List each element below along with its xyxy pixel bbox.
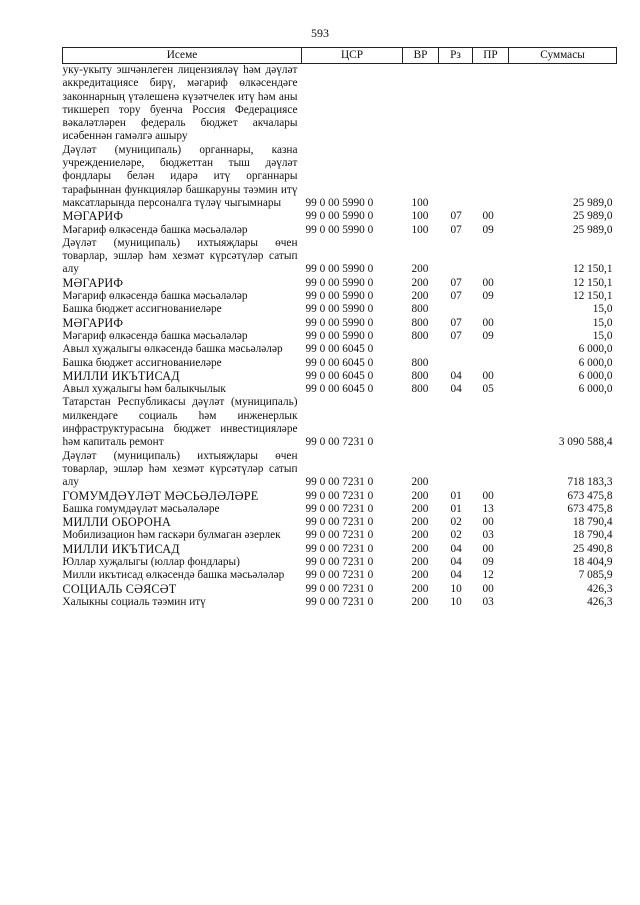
cell-pr: 09 xyxy=(482,223,494,236)
cell-vr: 100 xyxy=(411,210,429,223)
cell-name: МИЛЛИ ОБОРОНА xyxy=(62,515,171,530)
table-row xyxy=(63,396,617,449)
cell-rz xyxy=(439,357,473,370)
cell-rz xyxy=(439,303,473,316)
table-row xyxy=(63,330,617,343)
cell-name: МИЛЛИ ИКЪТИСАД xyxy=(62,541,180,556)
cell-rz: 01 xyxy=(450,489,462,502)
cell-name: уку-укыту эшчәнлеген лицензияләү һәм дәүләт аккредитациясе бирү, мәгариф өлкәсендәге законнарның үтәлешенә күзәтчелек итү һәм аны тикшереп тору буенча Россия Федерациясе вәкаләтләрен федераль бюджет акчалары исәбеннән гамәлгә ашыру xyxy=(62,64,298,143)
cell-name: Милли икътисад өлкәсендә башка мәсьәләләр xyxy=(62,569,285,582)
cell-vr: 800 xyxy=(411,356,429,369)
cell-name: СОЦИАЛЬ СӘЯСӘТ xyxy=(62,581,177,596)
cell-rz: 07 xyxy=(450,223,462,236)
cell-csr: 99 0 00 7231 0 xyxy=(305,555,374,568)
cell-name: МӘГАРИФ xyxy=(62,275,124,290)
cell-csr: 99 0 00 7231 0 xyxy=(305,542,374,555)
table-row xyxy=(63,144,617,210)
cell-csr: 99 0 00 5990 0 xyxy=(305,290,374,303)
cell-sum: 3 090 588,4 xyxy=(558,436,613,449)
cell-vr: 200 xyxy=(411,529,429,542)
cell-vr: 100 xyxy=(411,223,429,236)
header-row xyxy=(63,48,617,64)
cell-name: Юллар хуҗалыгы (юллар фондлары) xyxy=(62,555,240,568)
cell-sum: 12 150,1 xyxy=(572,276,613,289)
cell-pr xyxy=(473,396,509,449)
table-row xyxy=(63,210,617,223)
cell-rz xyxy=(439,237,473,277)
table-row xyxy=(63,556,617,569)
cell-rz: 04 xyxy=(450,569,462,582)
cell-name: Мәгариф өлкәсендә башка мәсьәләләр xyxy=(62,329,248,342)
cell-name: Башка гомумдәүләт мәсьәләләре xyxy=(62,502,220,515)
cell-sum: 6 000,0 xyxy=(578,369,613,382)
cell-vr: 200 xyxy=(411,263,429,276)
cell-name: Авыл хуҗалыгы һәм балыкчылык xyxy=(62,383,226,396)
table-row xyxy=(63,317,617,330)
cell-sum: 18 404,9 xyxy=(572,555,613,568)
cell-rz: 01 xyxy=(450,502,462,515)
cell-name: Башка бюджет ассигнованиеләре xyxy=(62,303,222,316)
cell-vr: 800 xyxy=(411,329,429,342)
cell-vr: 200 xyxy=(411,582,429,595)
cell-rz: 10 xyxy=(450,595,462,608)
cell-name: Мәгариф өлкәсендә башка мәсьәләләр xyxy=(62,223,248,236)
cell-sum: 6 000,0 xyxy=(578,343,613,356)
header-vr: ВР xyxy=(403,48,439,64)
cell-csr: 99 0 00 7231 0 xyxy=(305,529,374,542)
cell-rz: 04 xyxy=(450,555,462,568)
cell-rz: 07 xyxy=(450,316,462,329)
table-row xyxy=(63,450,617,490)
cell-rz: 07 xyxy=(450,276,462,289)
cell-vr: 100 xyxy=(411,196,429,209)
cell-vr: 800 xyxy=(411,369,429,382)
cell-vr xyxy=(403,396,439,449)
cell-sum: 25 989,0 xyxy=(572,210,613,223)
cell-vr: 200 xyxy=(411,476,429,489)
cell-name: МӘГАРИФ xyxy=(62,209,124,224)
cell-pr: 12 xyxy=(482,569,494,582)
cell-sum: 18 790,4 xyxy=(572,529,613,542)
cell-pr: 13 xyxy=(482,502,494,515)
cell-csr: 99 0 00 6045 0 xyxy=(305,383,374,396)
cell-vr: 800 xyxy=(411,383,429,396)
cell-csr: 99 0 00 5990 0 xyxy=(305,223,374,236)
cell-sum: 25 989,0 xyxy=(572,196,613,209)
cell-csr: 99 0 00 7231 0 xyxy=(305,595,374,608)
cell-sum: 426,3 xyxy=(587,582,613,595)
cell-vr: 200 xyxy=(411,276,429,289)
cell-csr xyxy=(302,64,403,144)
cell-pr: 09 xyxy=(482,555,494,568)
table-row xyxy=(63,503,617,516)
cell-sum: 15,0 xyxy=(592,316,613,329)
header-pr: ПР xyxy=(473,48,509,64)
cell-rz: 04 xyxy=(450,369,462,382)
cell-rz xyxy=(439,396,473,449)
cell-csr: 99 0 00 7231 0 xyxy=(305,569,374,582)
cell-csr: 99 0 00 5990 0 xyxy=(305,276,374,289)
table-row xyxy=(63,290,617,303)
table-row xyxy=(63,569,617,582)
cell-name: МИЛЛИ ИКЪТИСАД xyxy=(62,368,180,383)
cell-sum: 673 475,8 xyxy=(567,502,613,515)
cell-rz: 07 xyxy=(450,329,462,342)
cell-csr: 99 0 00 7231 0 xyxy=(305,502,374,515)
cell-csr: 99 0 00 6045 0 xyxy=(305,343,374,356)
cell-name: Дәүләт (муниципаль) ихтыяҗлары өчен товарлар, эшләр һәм хезмәт күрсәтүләр сатып алу xyxy=(62,449,298,489)
table-row xyxy=(63,370,617,383)
cell-vr: 800 xyxy=(411,316,429,329)
cell-sum: 673 475,8 xyxy=(567,489,613,502)
table-row xyxy=(63,303,617,316)
table-body xyxy=(63,64,617,610)
cell-pr: 00 xyxy=(482,542,494,555)
cell-rz: 07 xyxy=(450,290,462,303)
cell-vr: 200 xyxy=(411,502,429,515)
cell-pr xyxy=(473,343,509,356)
cell-vr: 200 xyxy=(411,569,429,582)
cell-sum: 25 989,0 xyxy=(572,223,613,236)
cell-pr: 03 xyxy=(482,529,494,542)
table-row xyxy=(63,583,617,596)
cell-csr: 99 0 00 7231 0 xyxy=(305,436,374,449)
cell-sum: 718 183,3 xyxy=(567,476,613,489)
cell-csr: 99 0 00 5990 0 xyxy=(305,316,374,329)
cell-rz xyxy=(439,144,473,210)
cell-csr: 99 0 00 5990 0 xyxy=(305,329,374,342)
cell-vr: 800 xyxy=(411,303,429,316)
cell-vr: 200 xyxy=(411,290,429,303)
cell-rz: 02 xyxy=(450,529,462,542)
cell-csr: 99 0 00 7231 0 xyxy=(305,516,374,529)
cell-csr: 99 0 00 5990 0 xyxy=(305,263,374,276)
header-name: Исеме xyxy=(63,48,302,64)
cell-pr: 00 xyxy=(482,489,494,502)
cell-sum: 25 490,8 xyxy=(572,542,613,555)
cell-sum: 18 790,4 xyxy=(572,516,613,529)
cell-pr xyxy=(473,237,509,277)
cell-pr: 00 xyxy=(482,582,494,595)
table-row xyxy=(63,224,617,237)
table-row xyxy=(63,64,617,144)
table-header xyxy=(63,48,617,64)
table-row xyxy=(63,343,617,356)
cell-csr: 99 0 00 5990 0 xyxy=(305,196,374,209)
cell-rz: 07 xyxy=(450,210,462,223)
table-row xyxy=(63,529,617,542)
cell-csr: 99 0 00 5990 0 xyxy=(305,210,374,223)
cell-name: Мобилизацион һәм гаскәри булмаган әзерлек xyxy=(62,529,281,542)
cell-pr: 00 xyxy=(482,316,494,329)
cell-name: Башка бюджет ассигнованиеләре xyxy=(62,356,222,369)
table-row xyxy=(63,490,617,503)
cell-rz: 04 xyxy=(450,383,462,396)
cell-vr xyxy=(403,343,439,356)
table-row xyxy=(63,596,617,609)
cell-pr: 05 xyxy=(482,383,494,396)
cell-rz: 04 xyxy=(450,542,462,555)
cell-pr: 00 xyxy=(482,276,494,289)
cell-sum: 6 000,0 xyxy=(578,356,613,369)
table-row xyxy=(63,516,617,529)
table-row xyxy=(63,277,617,290)
cell-name: Дәүләт (муниципаль) органнары, казна учреждениеләре, бюджеттан тыш дәүләт фондлары белән идарә итү органнары тарафыннан функцияләр башкаруны тәэмин итү максатларында персоналга түләү чыгымнары xyxy=(62,143,298,209)
header-csr: ЦСР xyxy=(302,48,403,64)
header-sum: Суммасы xyxy=(509,48,617,64)
table-row xyxy=(63,543,617,556)
cell-csr: 99 0 00 7231 0 xyxy=(305,582,374,595)
cell-pr: 09 xyxy=(482,329,494,342)
cell-pr: 03 xyxy=(482,595,494,608)
cell-vr: 200 xyxy=(411,542,429,555)
cell-sum: 6 000,0 xyxy=(578,383,613,396)
cell-pr xyxy=(473,144,509,210)
cell-pr xyxy=(473,450,509,490)
cell-sum: 7 085,9 xyxy=(578,569,613,582)
table-row xyxy=(63,357,617,370)
cell-vr: 200 xyxy=(411,595,429,608)
cell-sum: 12 150,1 xyxy=(572,263,613,276)
cell-pr xyxy=(473,303,509,316)
cell-name: МӘГАРИФ xyxy=(62,315,124,330)
cell-vr xyxy=(403,64,439,144)
cell-sum: 15,0 xyxy=(592,329,613,342)
cell-csr: 99 0 00 5990 0 xyxy=(305,303,374,316)
cell-rz: 10 xyxy=(450,582,462,595)
cell-sum: 426,3 xyxy=(587,595,613,608)
cell-vr: 200 xyxy=(411,516,429,529)
cell-pr xyxy=(473,64,509,144)
cell-name: Татарстан Республикасы дәүләт (муниципаль) милкендәге социаль һәм инженерлык инфраструктурасына бюджет инвестицияләре һәм капиталь ремонт xyxy=(62,396,298,449)
cell-csr: 99 0 00 7231 0 xyxy=(305,489,374,502)
cell-name: ГОМУМДӘҮЛӘТ МӘСЬӘЛӘЛӘРЕ xyxy=(62,488,259,503)
cell-vr: 200 xyxy=(411,555,429,568)
table-row xyxy=(63,237,617,277)
cell-csr: 99 0 00 7231 0 xyxy=(305,476,374,489)
cell-pr: 00 xyxy=(482,369,494,382)
cell-pr xyxy=(473,357,509,370)
cell-pr: 00 xyxy=(482,516,494,529)
cell-name: Авыл хуҗалыгы өлкәсендә башка мәсьәләләр xyxy=(62,343,283,356)
cell-pr: 00 xyxy=(482,210,494,223)
cell-rz xyxy=(439,343,473,356)
cell-csr: 99 0 00 6045 0 xyxy=(305,369,374,382)
page-number: 593 xyxy=(311,26,329,40)
cell-name: Халыкны социаль тәэмин итү xyxy=(62,595,206,608)
cell-csr: 99 0 00 6045 0 xyxy=(305,356,374,369)
header-rz: Рз xyxy=(439,48,473,64)
cell-sum xyxy=(509,64,617,144)
cell-rz: 02 xyxy=(450,516,462,529)
cell-rz xyxy=(439,64,473,144)
cell-rz xyxy=(439,450,473,490)
cell-pr: 09 xyxy=(482,290,494,303)
cell-vr: 200 xyxy=(411,489,429,502)
cell-sum: 15,0 xyxy=(592,303,613,316)
table-row xyxy=(63,383,617,396)
cell-sum: 12 150,1 xyxy=(572,290,613,303)
cell-name: Дәүләт (муниципаль) ихтыяҗлары өчен товарлар, эшләр һәм хезмәт күрсәтүләр сатып алу xyxy=(62,236,298,276)
cell-name: Мәгариф өлкәсендә башка мәсьәләләр xyxy=(62,290,248,303)
budget-table xyxy=(62,47,617,609)
